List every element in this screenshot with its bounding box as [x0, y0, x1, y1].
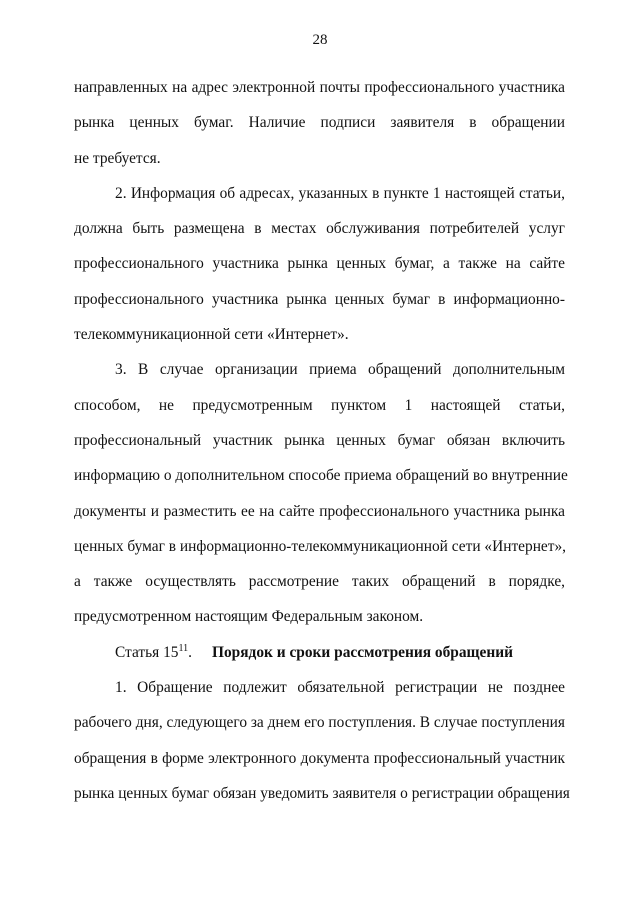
text-line: профессионального участника рынка ценных бумаг в информационно- — [74, 290, 565, 308]
text-line: рынка ценных бумаг. Наличие подписи заявителя в обращении — [74, 114, 565, 132]
text-line: документы и разместить ее на сайте профессионального участника рынка — [74, 502, 565, 520]
text-line: а также осуществлять рассмотрение таких обращений в порядке, — [74, 573, 565, 591]
text-line: ценных бумаг в информационно-телекоммуникационной сети «Интернет», — [74, 537, 567, 555]
text-line: должна быть размещена в местах обслуживания потребителей услуг — [74, 220, 565, 238]
article-heading — [74, 635, 565, 670]
document-body — [74, 70, 570, 811]
text-line: направленных на адрес электронной почты профессионального участника — [74, 79, 565, 96]
article-label-text: Статья 15 — [115, 643, 179, 661]
text-line: предусмотренном настоящим Федеральным законом. — [74, 608, 424, 626]
text-line: 3. В случае организации приема обращений дополнительным — [115, 361, 565, 379]
article-label-suffix: . — [188, 643, 192, 661]
text-line: обращения в форме электронного документа профессиональный участник — [74, 749, 565, 767]
text-line: рынка ценных бумаг обязан уведомить заявителя о регистрации обращения — [74, 784, 570, 802]
article-label-superscript: 11 — [178, 642, 189, 654]
text-line: способом, не предусмотренным пунктом 1 настоящей статьи, — [74, 396, 565, 414]
text-line: профессионального участника рынка ценных бумаг, а также на сайте — [74, 255, 565, 273]
text-line: 2. Информация об адресах, указанных в пункте 1 настоящей статьи, — [115, 184, 565, 202]
page-number: 28 — [312, 32, 328, 48]
article-title: Порядок и сроки рассмотрения обращений — [212, 643, 513, 661]
article-label — [115, 635, 212, 670]
text-line: рабочего дня, следующего за днем его поступления. В случае поступления — [74, 714, 565, 732]
text-line: не требуется. — [74, 149, 161, 167]
text-line: информацию о дополнительном способе приема обращений во внутренние — [74, 467, 568, 485]
text-line: телекоммуникационной сети «Интернет». — [74, 326, 349, 344]
text-line: профессиональный участник рынка ценных бумаг обязан включить — [74, 431, 565, 449]
text-line: 1. Обращение подлежит обязательной регистрации не позднее — [115, 679, 565, 697]
